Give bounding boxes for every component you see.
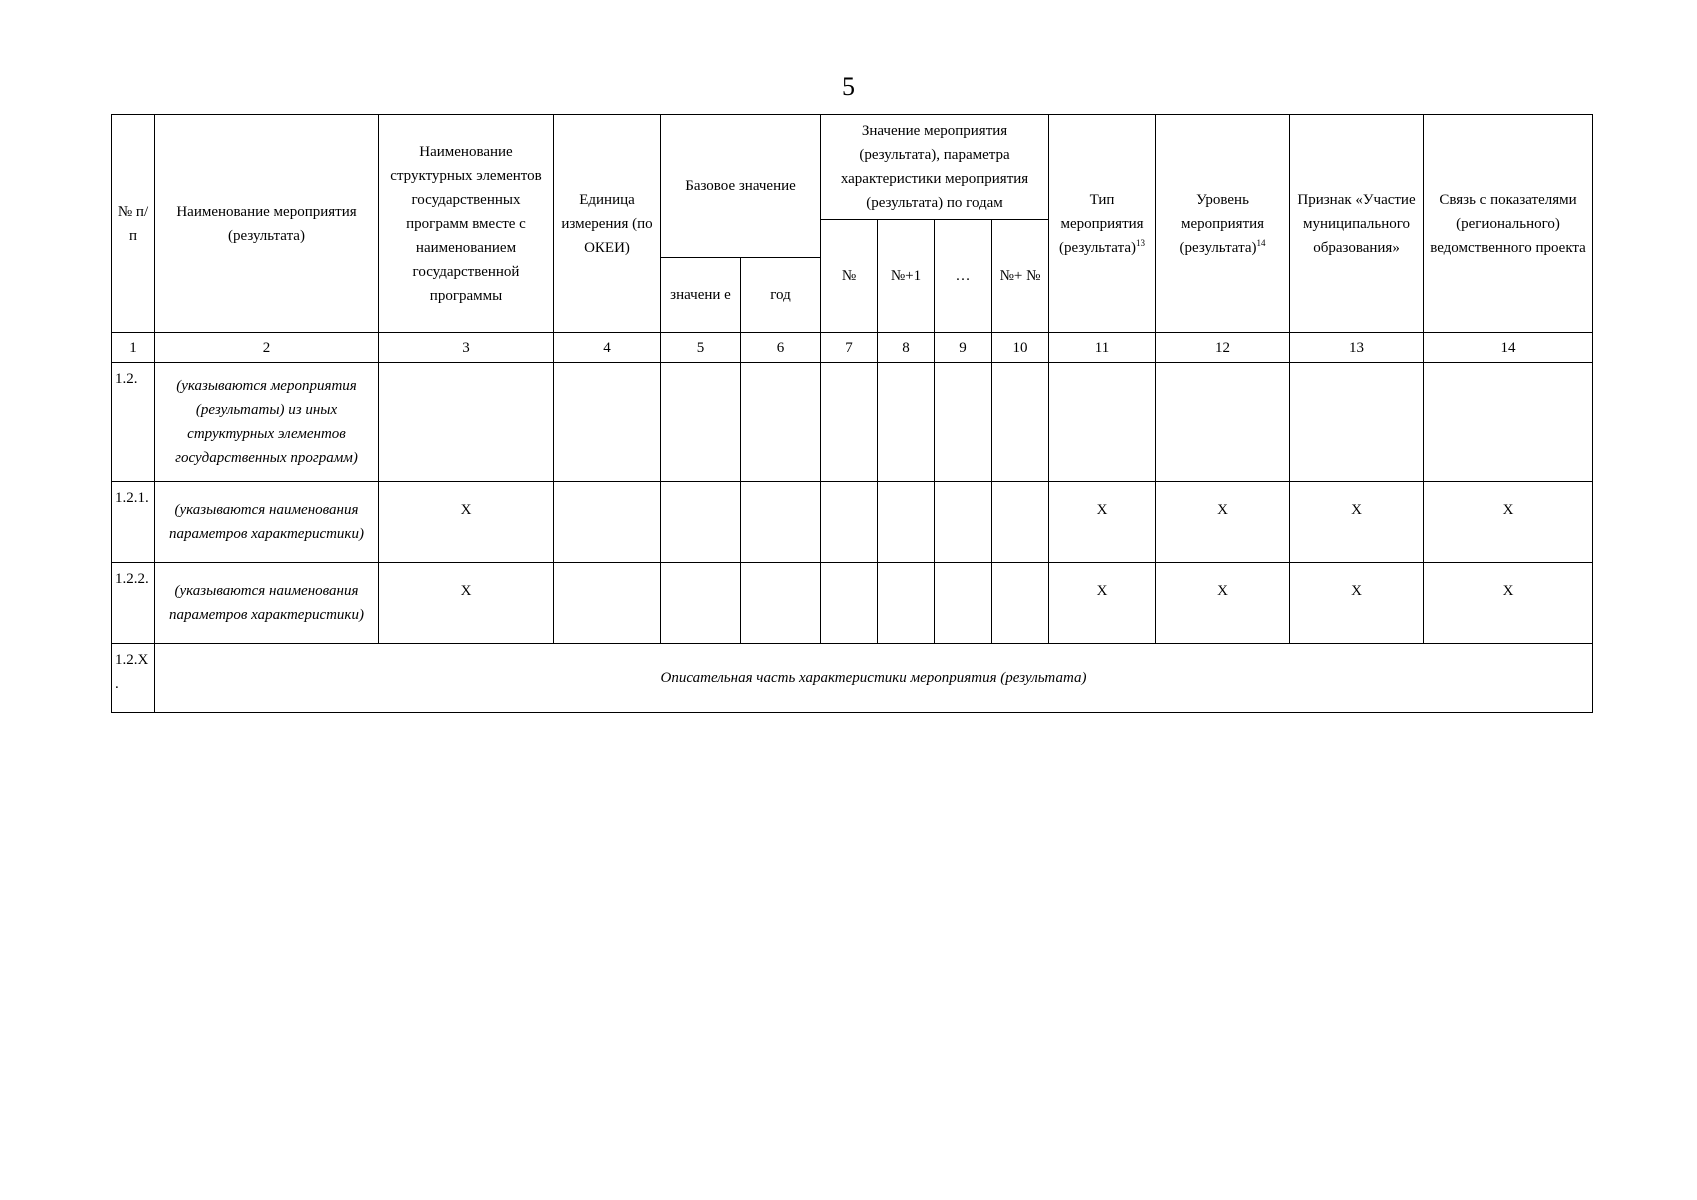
column-numbers-row: [112, 333, 1593, 363]
header-row-number: № п/п: [112, 115, 155, 333]
column-number: 4: [554, 333, 661, 363]
table-cell: [741, 482, 821, 563]
page-number: 5: [842, 72, 855, 101]
row-number: 1.2.X .: [112, 644, 155, 713]
header-unit: Единица измерения (по ОКЕИ): [554, 115, 661, 333]
table-cell: [821, 563, 878, 644]
table-cell: X: [1290, 563, 1424, 644]
table-cell: [741, 363, 821, 482]
column-number: 11: [1049, 333, 1156, 363]
table-cell: X: [1049, 563, 1156, 644]
table-cell: [878, 482, 935, 563]
table-cell: [992, 563, 1049, 644]
table-cell: [661, 563, 741, 644]
row-number: 1.2.2.: [112, 563, 155, 644]
header-municipal: Признак «Участие муниципального образования»: [1290, 115, 1424, 333]
table-cell: [1290, 363, 1424, 482]
table-cell: X: [1424, 563, 1593, 644]
column-number: 10: [992, 333, 1049, 363]
table-cell: [1424, 363, 1593, 482]
header-year-nn: №+ №: [992, 220, 1049, 333]
column-number: 8: [878, 333, 935, 363]
table-cell: [935, 563, 992, 644]
table-cell: X: [379, 563, 554, 644]
table-cell: [379, 363, 554, 482]
table-cell: X: [1290, 482, 1424, 563]
row-name: (указываются наименования параметров характеристики): [155, 482, 379, 563]
column-number: 12: [1156, 333, 1290, 363]
header-measure-name: Наименование мероприятия (результата): [155, 115, 379, 333]
table-row: [112, 563, 1593, 644]
table-row: [112, 482, 1593, 563]
column-number: 3: [379, 333, 554, 363]
row-name: (указываются наименования параметров характеристики): [155, 563, 379, 644]
header-year-n1: №+1: [878, 220, 935, 333]
column-number: 9: [935, 333, 992, 363]
table-cell: [935, 363, 992, 482]
row-number: 1.2.: [112, 363, 155, 482]
table-cell: [935, 482, 992, 563]
table-cell: [992, 363, 1049, 482]
header-link: Связь с показателями (регионального) ведомственного проекта: [1424, 115, 1593, 333]
column-number: 13: [1290, 333, 1424, 363]
column-number: 14: [1424, 333, 1593, 363]
header-year-n: №: [821, 220, 878, 333]
header-base-value: Базовое значение: [661, 115, 821, 258]
header-level-label: Уровень мероприятия (результата): [1179, 191, 1265, 256]
table-row: [112, 363, 1593, 482]
column-number: 7: [821, 333, 878, 363]
row-number: 1.2.1.: [112, 482, 155, 563]
row-description: Описательная часть характеристики мероприятия (результата): [155, 644, 1593, 713]
table-row: [112, 644, 1593, 713]
header-structural-elements: Наименование структурных элементов государственных программ вместе с наименованием государственной программы: [379, 115, 554, 333]
table-cell: [554, 563, 661, 644]
header-base-value-value: значени е: [661, 258, 741, 333]
table-cell: [878, 363, 935, 482]
table-cell: [741, 563, 821, 644]
header-year-dots: …: [935, 220, 992, 333]
table-cell: [1049, 363, 1156, 482]
header-type-label: Тип мероприятия (результата): [1059, 191, 1144, 256]
table-cell: [661, 363, 741, 482]
table-cell: X: [1049, 482, 1156, 563]
table-cell: [992, 482, 1049, 563]
table-cell: [554, 363, 661, 482]
table-cell: [878, 563, 935, 644]
table-cell: X: [1156, 482, 1290, 563]
table-cell: [1156, 363, 1290, 482]
column-number: 1: [112, 333, 155, 363]
column-number: 5: [661, 333, 741, 363]
column-number: 6: [741, 333, 821, 363]
header-base-value-year: год: [741, 258, 821, 333]
table-cell: [821, 363, 878, 482]
header-type-footnote: 13: [1135, 237, 1145, 248]
table-cell: X: [379, 482, 554, 563]
header-level-footnote: 14: [1256, 237, 1266, 248]
table-cell: [554, 482, 661, 563]
table-cell: [821, 482, 878, 563]
column-number: 2: [155, 333, 379, 363]
header-level: [1156, 115, 1290, 333]
row-name: (указываются мероприятия (результаты) из иных структурных элементов государственных программ): [155, 363, 379, 482]
header-values-by-year: Значение мероприятия (результата), параметра характеристики мероприятия (результата) по годам: [821, 115, 1049, 220]
table-cell: X: [1424, 482, 1593, 563]
table-cell: [661, 482, 741, 563]
results-table: [111, 114, 1593, 713]
table-cell: X: [1156, 563, 1290, 644]
header-type: [1049, 115, 1156, 333]
